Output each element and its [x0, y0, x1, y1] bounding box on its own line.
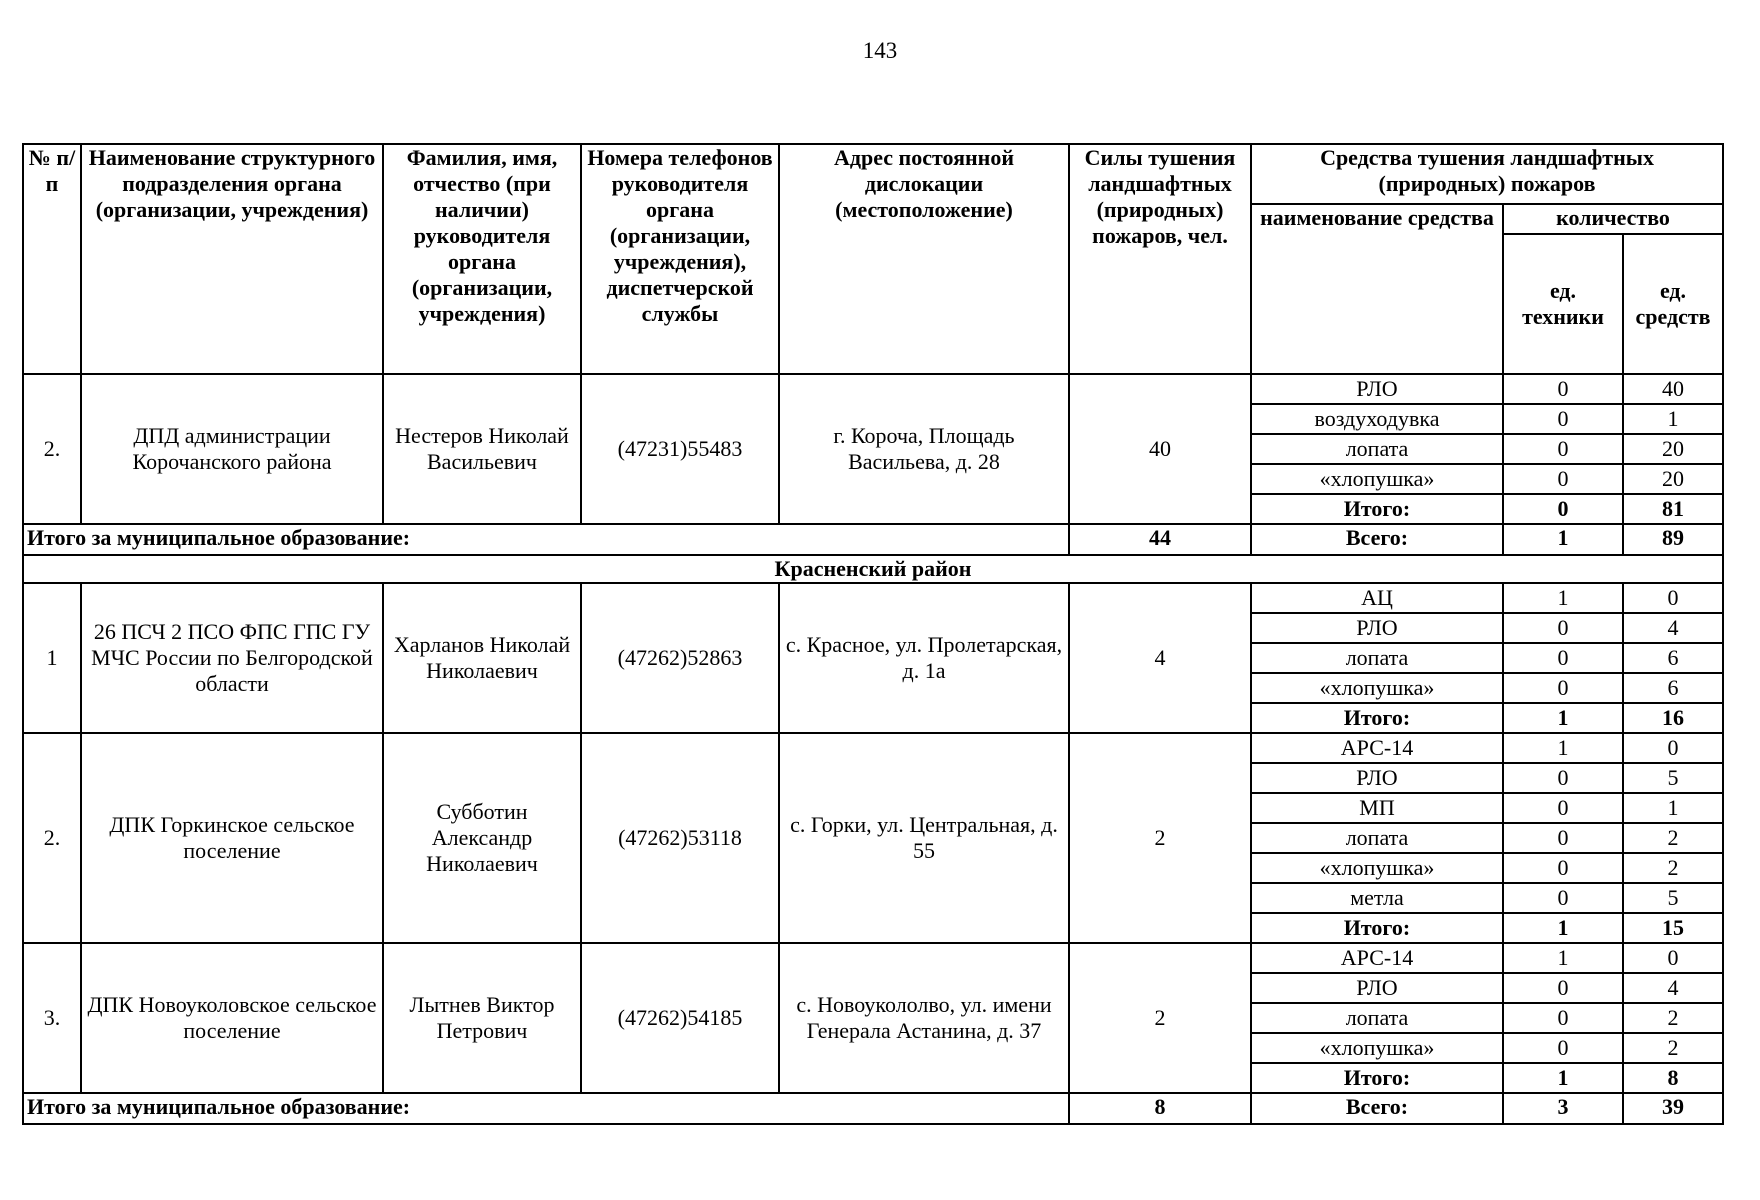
- unit-address: с. Красное, ул. Пролетарская, д. 1а: [779, 583, 1069, 733]
- means-units-count: 5: [1623, 883, 1723, 913]
- table-body: [23, 374, 1723, 1124]
- header-head: Фамилия, имя, отчество (при наличии) руководителя органа (организации, учреждения): [383, 144, 581, 374]
- means-units-count: 2: [1623, 1003, 1723, 1033]
- unit-name: ДПК Новоуколовское сельское поселение: [81, 943, 383, 1093]
- unit-phone: (47262)52863: [581, 583, 779, 733]
- means-tech-count: 0: [1503, 793, 1623, 823]
- unit-head: Лытнев Виктор Петрович: [383, 943, 581, 1093]
- means-tech-count: 1: [1503, 583, 1623, 613]
- means-name: МП: [1251, 793, 1503, 823]
- means-units-count: 6: [1623, 673, 1723, 703]
- means-units-count: 20: [1623, 434, 1723, 464]
- table-row: [23, 583, 1723, 613]
- means-units-count: 4: [1623, 973, 1723, 1003]
- means-tech-count: 0: [1503, 404, 1623, 434]
- unit-number: 3.: [23, 943, 81, 1093]
- unit-forces: 2: [1069, 943, 1251, 1093]
- header-address: Адрес постоянной дислокации (местоположение): [779, 144, 1069, 374]
- grand-total-means: 89: [1623, 524, 1723, 555]
- means-name: лопата: [1251, 1003, 1503, 1033]
- subtotal-label: Итого:: [1251, 494, 1503, 524]
- means-name: РЛО: [1251, 973, 1503, 1003]
- means-units-count: 0: [1623, 943, 1723, 973]
- means-units-count: 1: [1623, 793, 1723, 823]
- header-num: № п/п: [23, 144, 81, 374]
- unit-number: 2.: [23, 374, 81, 524]
- means-name: АЦ: [1251, 583, 1503, 613]
- means-tech-count: 0: [1503, 434, 1623, 464]
- table-row: [23, 374, 1723, 404]
- means-name: РЛО: [1251, 613, 1503, 643]
- section-title-row: [23, 555, 1723, 583]
- means-tech-count: 0: [1503, 643, 1623, 673]
- means-units-count: 0: [1623, 583, 1723, 613]
- municipal-total-label: Итого за муниципальное образование:: [23, 1093, 1069, 1124]
- unit-forces: 4: [1069, 583, 1251, 733]
- means-tech-count: 0: [1503, 374, 1623, 404]
- subtotal-means: 15: [1623, 913, 1723, 943]
- means-units-count: 5: [1623, 763, 1723, 793]
- subtotal-label: Итого:: [1251, 913, 1503, 943]
- means-name: лопата: [1251, 434, 1503, 464]
- means-name: лопата: [1251, 823, 1503, 853]
- means-units-count: 2: [1623, 1033, 1723, 1063]
- unit-address: с. Горки, ул. Центральная, д. 55: [779, 733, 1069, 943]
- table-row: [23, 943, 1723, 973]
- page-number: 143: [862, 38, 898, 63]
- municipal-total-row: [23, 524, 1723, 555]
- grand-total-label: Всего:: [1251, 1093, 1503, 1124]
- municipal-total-forces: 44: [1069, 524, 1251, 555]
- means-tech-count: 1: [1503, 943, 1623, 973]
- header-means: Средства тушения ландшафтных (природных) пожаров: [1251, 144, 1723, 204]
- means-tech-count: 0: [1503, 973, 1623, 1003]
- means-tech-count: 0: [1503, 613, 1623, 643]
- means-units-count: 40: [1623, 374, 1723, 404]
- means-name: «хлопушка»: [1251, 1033, 1503, 1063]
- grand-total-means: 39: [1623, 1093, 1723, 1124]
- unit-number: 2.: [23, 733, 81, 943]
- means-name: РЛО: [1251, 374, 1503, 404]
- section-title: Красненский район: [23, 555, 1723, 583]
- unit-head: Субботин Александр Николаевич: [383, 733, 581, 943]
- header-name: Наименование структурного подразделения органа (организации, учреждения): [81, 144, 383, 374]
- means-tech-count: 1: [1503, 733, 1623, 763]
- means-name: РЛО: [1251, 763, 1503, 793]
- unit-forces: 40: [1069, 374, 1251, 524]
- unit-name: ДПД администрации Корочанского района: [81, 374, 383, 524]
- means-tech-count: 0: [1503, 673, 1623, 703]
- unit-phone: (47262)53118: [581, 733, 779, 943]
- means-name: «хлопушка»: [1251, 464, 1503, 494]
- unit-head: Харланов Николай Николаевич: [383, 583, 581, 733]
- unit-number: 1: [23, 583, 81, 733]
- means-tech-count: 0: [1503, 464, 1623, 494]
- header-qty: количество: [1503, 204, 1723, 234]
- municipal-total-label: Итого за муниципальное образование:: [23, 524, 1069, 555]
- means-name: «хлопушка»: [1251, 853, 1503, 883]
- subtotal-label: Итого:: [1251, 703, 1503, 733]
- grand-total-tech: 3: [1503, 1093, 1623, 1124]
- header-means-name: наименование средства: [1251, 204, 1503, 374]
- header-qty-tech: ед. техники: [1503, 234, 1623, 374]
- unit-name: ДПК Горкинское сельское поселение: [81, 733, 383, 943]
- means-name: воздуходувка: [1251, 404, 1503, 434]
- subtotal-means: 8: [1623, 1063, 1723, 1093]
- means-name: АРС-14: [1251, 733, 1503, 763]
- fire-resources-table: [22, 143, 1724, 1125]
- header-phone: Номера телефонов руководителя органа (организации, учреждения), диспетчерской службы: [581, 144, 779, 374]
- municipal-total-forces: 8: [1069, 1093, 1251, 1124]
- means-tech-count: 0: [1503, 1003, 1623, 1033]
- grand-total-tech: 1: [1503, 524, 1623, 555]
- unit-forces: 2: [1069, 733, 1251, 943]
- means-units-count: 2: [1623, 853, 1723, 883]
- table-row: [23, 733, 1723, 763]
- subtotal-label: Итого:: [1251, 1063, 1503, 1093]
- means-tech-count: 0: [1503, 1033, 1623, 1063]
- unit-phone: (47262)54185: [581, 943, 779, 1093]
- means-name: АРС-14: [1251, 943, 1503, 973]
- municipal-total-row: [23, 1093, 1723, 1124]
- means-units-count: 20: [1623, 464, 1723, 494]
- means-units-count: 6: [1623, 643, 1723, 673]
- grand-total-label: Всего:: [1251, 524, 1503, 555]
- means-tech-count: 0: [1503, 883, 1623, 913]
- means-units-count: 2: [1623, 823, 1723, 853]
- subtotal-tech: 1: [1503, 913, 1623, 943]
- header-forces: Силы тушения ландшафтных (природных) пожаров, чел.: [1069, 144, 1251, 374]
- means-tech-count: 0: [1503, 823, 1623, 853]
- subtotal-means: 81: [1623, 494, 1723, 524]
- means-name: метла: [1251, 883, 1503, 913]
- header-qty-means: ед. средств: [1623, 234, 1723, 374]
- subtotal-tech: 1: [1503, 1063, 1623, 1093]
- unit-name: 26 ПСЧ 2 ПСО ФПС ГПС ГУ МЧС России по Белгородской области: [81, 583, 383, 733]
- means-units-count: 4: [1623, 613, 1723, 643]
- means-units-count: 0: [1623, 733, 1723, 763]
- subtotal-tech: 1: [1503, 703, 1623, 733]
- means-name: «хлопушка»: [1251, 673, 1503, 703]
- subtotal-tech: 0: [1503, 494, 1623, 524]
- subtotal-means: 16: [1623, 703, 1723, 733]
- means-tech-count: 0: [1503, 853, 1623, 883]
- unit-head: Нестеров Николай Васильевич: [383, 374, 581, 524]
- unit-address: с. Новоукололво, ул. имени Генерала Астанина, д. 37: [779, 943, 1069, 1093]
- unit-address: г. Короча, Площадь Васильева, д. 28: [779, 374, 1069, 524]
- unit-phone: (47231)55483: [581, 374, 779, 524]
- means-tech-count: 0: [1503, 763, 1623, 793]
- means-units-count: 1: [1623, 404, 1723, 434]
- means-name: лопата: [1251, 643, 1503, 673]
